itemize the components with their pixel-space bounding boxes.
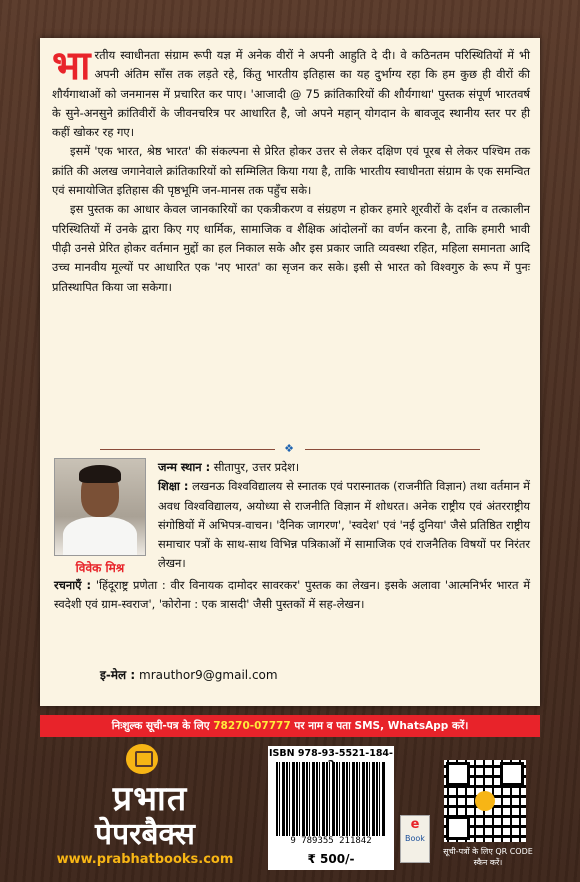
works-value: 'हिंदूराष्ट्र प्रणेता : वीर विनायक दामोदर सावरकर' पुस्तक का लेखन। इसके अलावा 'आत्मनिर्भर भारत में स्वदेशी एवं ग्राम-स्वराज', 'कोरोना : एक त्रासदी' जैसी पुस्तकों में सह-लेखन। [54, 578, 531, 612]
ebook-icon [400, 815, 430, 863]
works-paragraph [54, 576, 530, 615]
email-label: इ-मेल : [100, 668, 136, 682]
qr-finder-bottom-left [446, 816, 470, 840]
education [158, 477, 530, 573]
publisher-emblem-icon [126, 744, 158, 774]
qr-finder-top-right [500, 762, 524, 786]
ornament-icon: ❖ [284, 442, 294, 455]
section-divider [100, 444, 480, 454]
catalog-phone[interactable]: 78270-07777 [213, 720, 291, 732]
publisher-name-line2: पेपरबैक्स [95, 817, 195, 852]
catalog-strip-prefix: निःशुल्क सूची-पत्र के लिए [111, 720, 210, 732]
qr-caption: सूची-पत्रों के लिए QR CODE स्कैन करें। [443, 847, 533, 867]
blurb-paragraph-1 [52, 43, 530, 142]
education-label: शिक्षा : [158, 479, 189, 494]
education-value: लखनऊ विश्वविद्यालय से स्नातक एवं परास्नातक (राजनीति विज्ञान) तथा वर्तमान में अवध विश्वविद्यालय, अयोध्या से राजनीति विज्ञान में शोधरत। अनेक राष्ट्रीय एवं अंतरराष्ट्रीय संगोष्ठियों में अभिपत्र-वाचन। 'दैनिक जागरण', 'स्वदेश' एवं 'नई दुनिया' जैसे प्रतिष्ठित राष्ट्रीय समाचार पत्रों के साथ-साथ विभिन्न पत्रिकाओं में सामाजिक एवं राजनैतिक विषयों पर निरंतर लेखन। [158, 479, 530, 571]
publisher-url[interactable]: www.prabhatbooks.com [56, 852, 234, 867]
barcode-bars [276, 762, 386, 836]
blurb-paragraph-3: इस पुस्तक का आधार केवल जानकारियों का एकत्रीकरण व संग्रहण न होकर हमारे शूरवीरों के दर्शन व तत्कालीन परिस्थितियों में उनके द्वारा किए गए धार्मिक, सामाजिक व शैक्षिक आंदोलनों का वर्णन करना है, ताकि हमारी भावी पीढ़ी उनसे प्रेरित होकर वर्तमान मुद्दों का हल निकाल सके और इस प्रकार जाति व्यवस्था रहित, महिला समानता आदि उच्च मानवीय मूल्यों पर आधारित एक 'नए भारत' का सृजन कर सके। इसी से भारत को विश्वगुरु के रूप में पुनः प्रतिस्थापित किया जा सकेगा। [52, 202, 530, 294]
catalog-strip [40, 715, 540, 737]
author-photo [54, 458, 146, 556]
isbn-barcode [268, 746, 394, 870]
author-name: विवेक मिश्र [75, 561, 125, 575]
drop-cap: भा [52, 43, 91, 89]
publisher-logo [40, 744, 250, 870]
blurb-paragraph-1-text: रतीय स्वाधीनता संग्राम रूपी यज्ञ में अनेक वीरों ने अपनी आहुति दे दी। वे कठिनतम परिस्थितियों में भी अपनी अंतिम साँस तक लड़ते रहे, किंतु भारतीय इतिहास का यह दुर्भाग्य रहा कि हम कुछ ही वीरों की शौर्यगाथाओं को जनमानस में प्रचारित कर पाए। 'आजादी @ 75 क्रांतिकारियों की शौर्यगाथा' पुस्तक संपूर्ण भारतवर्ष के सुने-अनसुने क्रांतिवीरों के जीवनचरित्र पर आधारित है, जो अपने महान् योगदान के बावजूद स्थानीय स्तर पर ही कहीं खोकर रह गए। [52, 48, 530, 140]
author-photo-hair [79, 465, 121, 483]
qr-center-logo-icon [475, 791, 495, 811]
birthplace-value: सीतापुर, उत्तर प्रदेश। [213, 460, 300, 474]
email-value[interactable]: mrauthor9@gmail.com [139, 668, 278, 682]
publisher-name-line1: प्रभात [112, 779, 188, 819]
birthplace-label: जन्म स्थान : [158, 460, 211, 474]
divider-line-right [305, 449, 480, 450]
text-panel [40, 38, 540, 706]
author-works [54, 576, 530, 615]
author-photo-body [63, 517, 137, 556]
catalog-strip-suffix: पर नाम व पता SMS, WhatsApp करें। [294, 720, 469, 732]
price-label: ₹ 500/- [307, 852, 355, 866]
blurb-paragraph-2: इसमें 'एक भारत, श्रेष्ठ भारत' की संकल्पना से प्रेरित होकर उत्तर से लेकर दक्षिण एवं पूरब से लेकर पश्चिम तक क्रांति की अलख जगानेवाले क्रांतिकारियों को सम्मिलित किया गया है, ताकि भारतीय स्वाधीनता संग्राम के एक समन्वित एवं समायोजित इतिहास की पृष्ठभूमि जन-मानस तक पहुँच सके। [52, 144, 530, 198]
ebook-icon-label: Book [405, 834, 425, 843]
barcode-digits: 9 789355 211842 [290, 836, 372, 846]
qr-finder-top-left [446, 762, 470, 786]
book-blurb [52, 43, 530, 297]
birthplace [158, 458, 530, 477]
ebook-icon-letter: e [410, 817, 420, 832]
isbn-text: ISBN 978-93-5521-184- [269, 748, 393, 759]
works-label: रचनाएँ : [54, 578, 92, 592]
author-bio [158, 458, 530, 574]
author-email [100, 666, 278, 683]
divider-line-left [100, 449, 275, 450]
qr-code[interactable] [444, 760, 526, 842]
